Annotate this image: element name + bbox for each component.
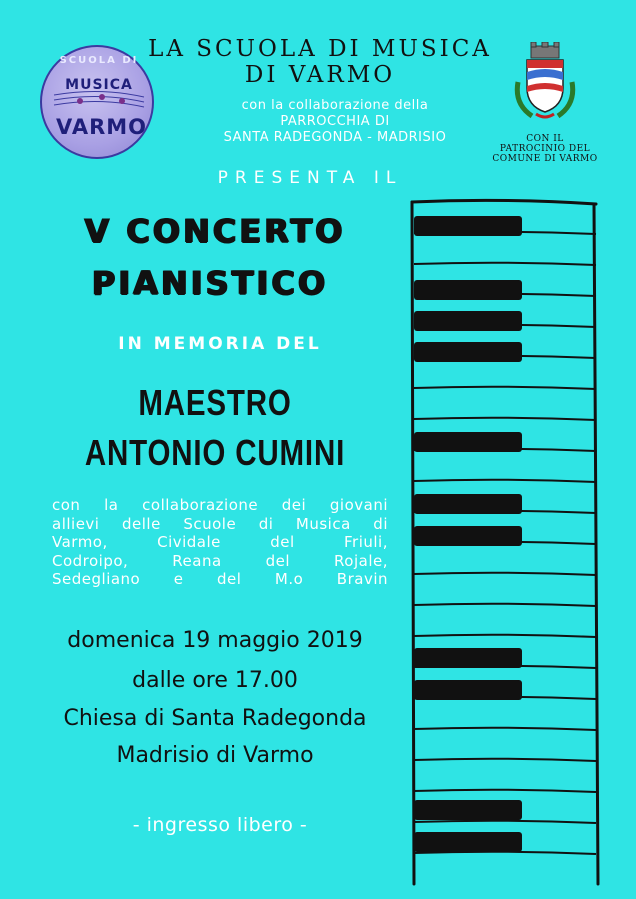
event-time: dalle ore 17.00	[132, 668, 298, 693]
event-town: Madrisio di Varmo	[116, 743, 314, 768]
school-logo	[40, 45, 154, 159]
black-key	[414, 311, 522, 331]
white-key-divider	[414, 759, 596, 761]
patronage-line2: PATROCINIO DEL	[499, 144, 591, 154]
collab-line2: PARROCCHIA DI	[280, 114, 390, 129]
logo-line1: MUSICA	[65, 77, 133, 93]
patronage-line3: COMUNE DI VARMO	[492, 154, 598, 164]
white-key-divider	[414, 604, 596, 606]
concert-title-line1: V CONCERTO	[84, 212, 346, 250]
concert-title-line2: PIANISTICO	[91, 264, 329, 302]
black-key	[414, 526, 522, 546]
white-key-divider	[414, 821, 596, 823]
black-key	[414, 800, 522, 820]
description-line2: allievi delle Scuole di Musica di	[52, 514, 388, 533]
organizer-title	[140, 36, 500, 88]
organizer-line2: DI VARMO	[244, 62, 396, 88]
presents-label: PRESENTA IL	[217, 168, 403, 188]
logo-line2: VARMO	[56, 115, 147, 139]
collaboration-note	[185, 98, 485, 146]
white-key-divider	[414, 418, 596, 420]
honoree-line1: MAESTRO	[138, 382, 292, 423]
black-key	[414, 342, 522, 362]
white-key-divider	[414, 728, 596, 730]
free-entry-note: - ingresso libero -	[132, 814, 308, 836]
memoria-label: IN MEMORIA DEL	[118, 334, 322, 354]
white-key-divider	[414, 480, 596, 482]
coat-of-arms-icon	[512, 42, 578, 122]
black-key	[414, 280, 522, 300]
black-key	[414, 494, 522, 514]
honoree-name: ANTONIO CUMINI	[84, 432, 346, 473]
event-venue: Chiesa di Santa Radegonda	[63, 706, 367, 731]
white-key-divider	[414, 263, 596, 265]
description-line1: con la collaborazione dei giovani	[52, 496, 388, 514]
white-key-divider	[414, 387, 596, 389]
white-key-divider	[414, 790, 596, 792]
black-key	[414, 832, 522, 852]
black-key	[414, 216, 522, 236]
description-line3: Varmo, Cividale del Friuli,	[52, 533, 388, 551]
patronage-note	[470, 134, 620, 164]
event-date: domenica 19 maggio 2019	[67, 628, 363, 653]
description	[52, 496, 388, 589]
collab-line3: SANTA RADEGONDA - MADRISIO	[223, 130, 447, 145]
piano-keyboard-illustration	[404, 196, 600, 886]
black-key	[414, 648, 522, 668]
logo-arc-text: SCUOLA DI	[59, 55, 139, 66]
description-line5: Sedegliano e del M.o Bravin	[52, 570, 388, 588]
black-key	[414, 432, 522, 452]
description-line4: Codroipo, Reana del Rojale,	[52, 551, 388, 570]
white-key-divider	[414, 573, 596, 575]
white-key-divider	[414, 635, 596, 637]
organizer-line1: LA SCUOLA DI MUSICA	[148, 36, 492, 62]
patronage-line1: CON IL	[526, 134, 564, 144]
collab-line1: con la collaborazione della	[241, 98, 429, 113]
black-key	[414, 680, 522, 700]
white-key-divider	[414, 852, 596, 854]
